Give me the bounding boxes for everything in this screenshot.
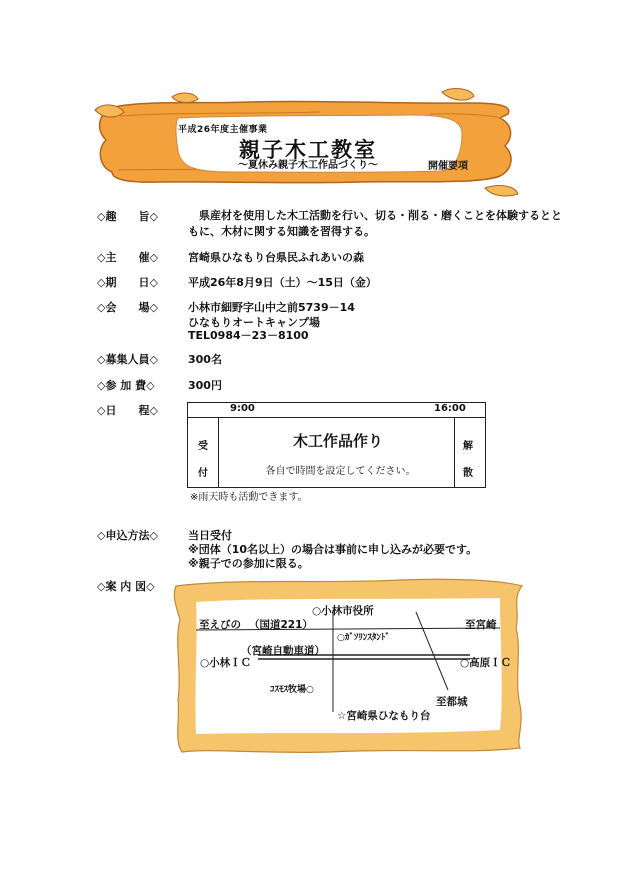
map-city-hall: ○小林市役所 (312, 605, 374, 617)
date-label: ◇期 日◇ (97, 276, 158, 289)
venue-label: ◇会 場◇ (97, 301, 158, 314)
map-cosmos-farm: ｺｽﾓｽ牧場○ (270, 685, 314, 695)
activity-title: 木工作品作り (292, 432, 383, 450)
venue-name: ひなもりオートキャンプ場 (188, 316, 320, 329)
purpose-text: 県産材を使用した木工活動を行い、切る・削る・磨くことを体験するとともに、木材に関する知識を習得する。 (188, 209, 562, 238)
fee-value: 300円 (188, 379, 222, 392)
application-line1: 当日受付 (188, 529, 232, 542)
reception-cell: 受 付 (198, 441, 208, 479)
rain-note: ※雨天時も活動できます。 (190, 492, 308, 503)
fee-label: ◇参 加 費◇ (97, 379, 155, 392)
map-to-miyakonojo: 至都城 (436, 696, 468, 708)
map-expressway: （宮崎自動車道） (241, 645, 325, 657)
date-value: 平成26年8月9日（土）〜15日（金） (188, 276, 377, 289)
activity-note: 各自で時間を設定してください。 (265, 466, 416, 477)
map-hinamoridai: ☆宮崎県ひなもり台 (337, 710, 431, 722)
application-line2: ※団体（10名以上）の場合は事前に申し込みが必要です。 (188, 543, 478, 556)
capacity-label: ◇募集人員◇ (97, 353, 158, 366)
banner-right-label: 開催要項 (428, 161, 468, 172)
map-to-ebino: 至えびの (199, 619, 241, 631)
banner-subtitle: 〜夏休み親子木工作品づくり〜 (238, 160, 378, 171)
venue-tel: TEL0984－23－8100 (188, 329, 309, 342)
purpose-label: ◇趣 旨◇ (97, 210, 158, 223)
end-time: 16:00 (434, 403, 466, 414)
map-label: ◇案 内 図◇ (97, 580, 155, 593)
venue-address: 小林市細野字山中之前5739－14 (188, 301, 355, 314)
host-value: 宮崎県ひなもり台県民ふれあいの森 (188, 251, 364, 264)
map-route221: （国道221） (249, 619, 313, 631)
host-label: ◇主 催◇ (97, 251, 158, 264)
banner-sponsor: 平成26年度主催事業 (178, 125, 268, 135)
dismissal-cell: 解 散 (463, 441, 473, 479)
map-takaharu-ic: ○高原ＩＣ (460, 657, 512, 669)
map-gas-station: ○ｶﾞｿﾘﾝｽﾀﾝﾄﾞ (337, 633, 390, 643)
start-time: 9:00 (230, 403, 255, 414)
map-kobayashi-ic: ○小林ＩＣ (200, 657, 252, 669)
schedule-label: ◇日 程◇ (97, 404, 158, 417)
map-to-miyazaki: 至宮崎 (465, 619, 497, 631)
page-title: 親子木工教室 (239, 138, 377, 162)
application-line3: ※親子での参加に限る。 (188, 557, 309, 570)
application-label: ◇申込方法◇ (97, 529, 158, 542)
capacity-value: 300名 (188, 353, 222, 366)
